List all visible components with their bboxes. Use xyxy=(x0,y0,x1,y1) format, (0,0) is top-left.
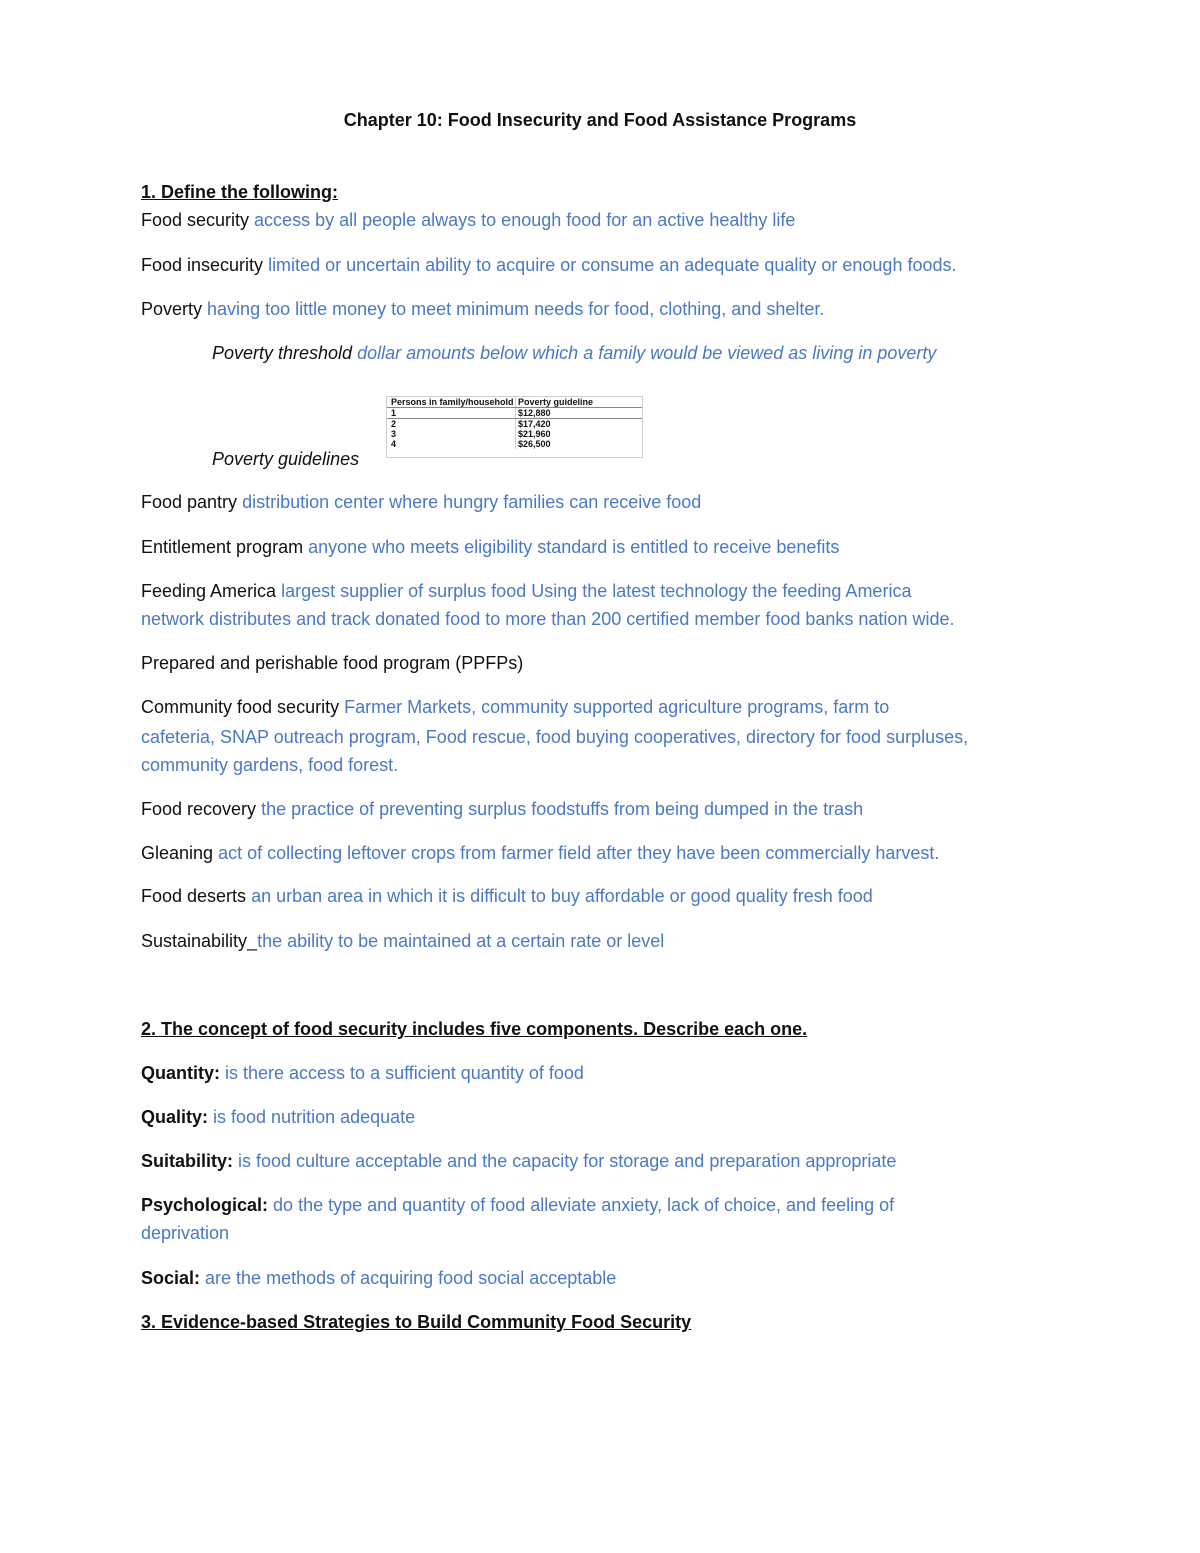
definition-feeding-america-cont: network distributes and track donated food to more than 200 certified member food banks nation wide. xyxy=(141,609,955,629)
component-social xyxy=(141,1268,616,1289)
term: Social: xyxy=(141,1268,201,1288)
term: Sustainability_ xyxy=(141,931,258,951)
answer: having too little money to meet minimum needs for food, clothing, and shelter. xyxy=(202,299,825,319)
answer: the ability to be maintained at a certain rate or level xyxy=(257,931,665,951)
definition-poverty xyxy=(141,299,824,320)
answer: the practice of preventing surplus foodstuffs from being dumped in the trash xyxy=(256,799,864,819)
answer: are the methods of acquiring food social acceptable xyxy=(200,1268,617,1288)
table-cell: $12,880 xyxy=(515,408,642,418)
table-cell: $21,960 xyxy=(515,429,642,439)
term: Quality: xyxy=(141,1107,209,1127)
component-quality xyxy=(141,1107,415,1128)
poverty-guidelines-table xyxy=(386,396,643,458)
answer: is food nutrition adequate xyxy=(208,1107,416,1127)
section-3-heading: 3. Evidence-based Strategies to Build Community Food Security xyxy=(141,1312,692,1332)
table-row xyxy=(387,408,642,418)
answer: distribution center where hungry families can receive food xyxy=(237,492,702,512)
term: Prepared and perishable food program (PPFPs) xyxy=(141,653,524,673)
table-header-cell: Poverty guideline xyxy=(515,397,642,407)
term: Psychological: xyxy=(141,1195,269,1215)
table-header-row xyxy=(387,397,642,408)
definition-community-food-security xyxy=(141,697,889,718)
answer: an urban area in which it is difficult to buy affordable or good quality fresh food xyxy=(246,886,873,906)
term: Quantity: xyxy=(141,1063,220,1083)
term: Food deserts xyxy=(141,886,247,906)
term: Feeding America xyxy=(141,581,277,601)
answer: Farmer Markets, community supported agriculture programs, farm to xyxy=(339,697,890,717)
table-cell: $26,500 xyxy=(515,439,642,449)
component-psychological xyxy=(141,1195,894,1216)
term: Food insecurity xyxy=(141,255,264,275)
definition-poverty-threshold xyxy=(212,343,936,364)
term: Gleaning xyxy=(141,843,214,863)
table-cell: 1 xyxy=(391,408,397,418)
table-header-cell: Persons in family/household xyxy=(391,397,514,407)
answer: access by all people always to enough food for an active healthy life xyxy=(249,210,796,230)
term: Suitability: xyxy=(141,1151,234,1171)
term: Poverty threshold xyxy=(212,343,353,363)
term: Poverty guidelines xyxy=(212,449,360,469)
answer: is food culture acceptable and the capacity for storage and preparation appropriate xyxy=(233,1151,897,1171)
definition-food-deserts xyxy=(141,886,873,907)
component-suitability xyxy=(141,1151,896,1172)
component-psychological-cont: deprivation xyxy=(141,1223,230,1243)
term: Entitlement program xyxy=(141,537,304,557)
section-1-heading: 1. Define the following: xyxy=(141,182,338,202)
term: Food security xyxy=(141,210,250,230)
definition-community-food-security-cont2: community gardens, food forest. xyxy=(141,755,399,775)
definition-ppfps xyxy=(141,653,523,674)
answer: limited or uncertain ability to acquire or consume an adequate quality or enough foods. xyxy=(263,255,957,275)
definition-gleaning xyxy=(141,843,939,864)
term: Community food security xyxy=(141,697,340,717)
definition-entitlement-program xyxy=(141,537,839,558)
definition-sustainability xyxy=(141,931,664,952)
table-row xyxy=(387,418,642,429)
answer: is there access to a sufficient quantity of food xyxy=(220,1063,584,1083)
table-cell: 3 xyxy=(391,429,397,439)
answer: anyone who meets eligibility standard is entitled to receive benefits xyxy=(303,537,840,557)
table-row xyxy=(387,439,642,449)
table-cell: $17,420 xyxy=(515,419,642,429)
term: Food recovery xyxy=(141,799,257,819)
term: Poverty xyxy=(141,299,203,319)
definition-feeding-america xyxy=(141,581,911,602)
definition-food-recovery xyxy=(141,799,863,820)
answer: do the type and quantity of food alleviate anxiety, lack of choice, and feeling of xyxy=(268,1195,895,1215)
definition-community-food-security-cont: cafeteria, SNAP outreach program, Food rescue, food buying cooperatives, directory for food surpluses, xyxy=(141,727,969,747)
definition-food-insecurity xyxy=(141,255,956,276)
page-title: Chapter 10: Food Insecurity and Food Assistance Programs xyxy=(343,110,857,130)
section-2-heading: 2. The concept of food security includes five components. Describe each one. xyxy=(141,1019,808,1039)
table-row xyxy=(387,429,642,439)
component-quantity xyxy=(141,1063,584,1084)
term: Food pantry xyxy=(141,492,238,512)
definition-food-security xyxy=(141,210,795,231)
answer: act of collecting leftover crops from farmer field after they have been commercially harvest. xyxy=(213,843,940,863)
table-cell: 4 xyxy=(391,439,397,449)
definition-poverty-guidelines xyxy=(212,449,359,470)
answer: largest supplier of surplus food Using the latest technology the feeding America xyxy=(276,581,912,601)
definition-food-pantry xyxy=(141,492,701,513)
answer: dollar amounts below which a family would be viewed as living in poverty xyxy=(352,343,937,363)
table-cell: 2 xyxy=(391,419,397,429)
